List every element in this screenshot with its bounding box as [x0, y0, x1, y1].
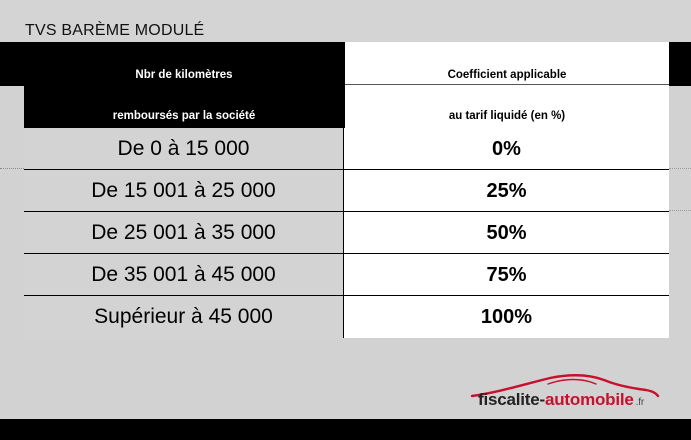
coefficient-cell: 50% — [344, 212, 669, 254]
coefficient-cell: 100% — [344, 296, 669, 338]
left-edge-block — [0, 42, 24, 86]
right-divider — [669, 210, 691, 211]
logo-text-fiscalite: fiscalite- — [478, 390, 545, 409]
range-cell: De 25 001 à 35 000 — [24, 212, 344, 254]
title-bar — [0, 0, 691, 42]
header-kilometres-line1: Nbr de kilomètres — [135, 69, 233, 81]
coefficient-cell: 75% — [344, 254, 669, 296]
range-cell: Supérieur à 45 000 — [24, 296, 344, 338]
header-coefficient — [344, 42, 669, 128]
page-title: TVS BARÈME MODULÉ — [25, 22, 205, 39]
range-cell: De 35 001 à 45 000 — [24, 254, 344, 296]
right-edge-block — [669, 42, 691, 86]
header-kilometres-line2: remboursés par la société — [112, 110, 256, 122]
header-kilometres — [24, 42, 344, 128]
coefficient-cell: 0% — [344, 128, 669, 170]
left-divider — [0, 168, 24, 169]
logo-text-tld: .fr — [635, 397, 644, 408]
header-divider — [345, 84, 669, 85]
brand-logo — [470, 372, 670, 412]
table-row — [24, 170, 669, 212]
table-row — [24, 254, 669, 296]
right-divider — [669, 168, 691, 169]
bottom-bar — [0, 419, 691, 440]
logo-wordmark — [478, 390, 644, 410]
header-coefficient-line1: Coefficient applicable — [447, 69, 567, 81]
range-cell: De 15 001 à 25 000 — [24, 170, 344, 212]
range-cell: De 0 à 15 000 — [24, 128, 344, 170]
logo-text-automobile: automobile — [544, 390, 634, 409]
table-row — [24, 128, 669, 170]
table-row — [24, 212, 669, 254]
header-coefficient-line2: au tarif liquidé (en %) — [448, 110, 566, 122]
coefficient-cell: 25% — [344, 170, 669, 212]
rate-table — [24, 42, 669, 338]
table-row — [24, 296, 669, 338]
